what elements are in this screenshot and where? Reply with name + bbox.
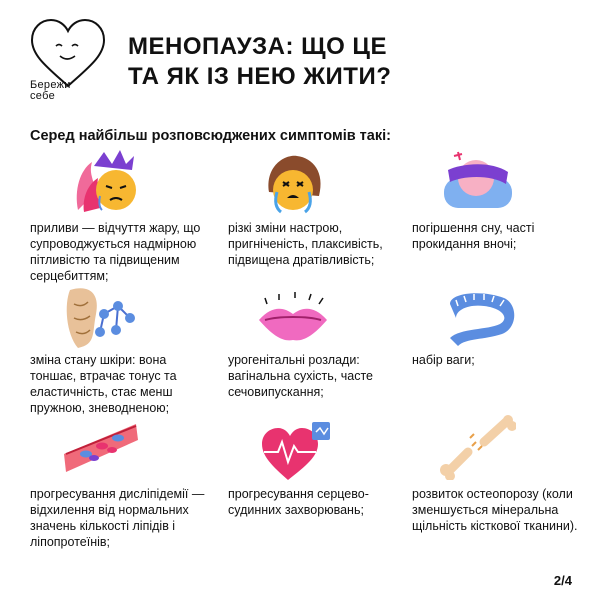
heart-pulse-icon <box>258 418 334 484</box>
hot-flush-face-icon <box>70 150 146 216</box>
measuring-tape-icon <box>444 288 520 354</box>
page-title <box>128 32 548 92</box>
blood-vessel-icon <box>62 414 138 480</box>
intro-heading: Серед найбільш розповсюджених симптомів такі: <box>30 128 391 144</box>
symptom-1-text: приливи — відчуття жару, що супроводжується надмірною пітливістю та підвищеним серцебиттям; <box>30 221 201 283</box>
sleep-mask-icon <box>440 150 516 216</box>
brand-name <box>30 80 71 102</box>
symptom-8-text: прогресування серцево-судинних захворювань; <box>228 487 369 517</box>
skin-molecule-icon <box>60 284 136 350</box>
page-number: 2/4 <box>553 573 572 588</box>
symptom-5-text: урогенітальні розлади: вагінальна сухість, часте сечовипускання; <box>228 353 373 399</box>
symptom-6-text: набір ваги; <box>412 353 475 367</box>
symptom-2-text: різкі зміни настрою, пригніченість, плаксивість, підвищена дратівливість; <box>228 221 383 267</box>
title-line-2: ТА ЯК ІЗ НЕЮ ЖИТИ? <box>128 63 392 90</box>
title-line-1: МЕНОПАУЗА: ЩО ЦЕ <box>128 33 387 60</box>
broken-bone-icon <box>440 414 516 480</box>
crying-face-icon <box>255 152 331 218</box>
symptom-4-text: зміна стану шкіри: вона тоншає, втрачає тонус та еластичність, стає менш пружною, зневодненою; <box>30 353 177 415</box>
symptom-3-text: погіршення сну, часті прокидання вночі; <box>412 221 535 251</box>
symptom-9-text: розвиток остеопорозу (коли зменшується мінеральна щільність кісткової тканини). <box>412 487 578 533</box>
symptom-7-text: прогресування дисліпідемії — відхилення від нормальних значень кількості ліпідів і ліпопротеїнів; <box>30 487 205 549</box>
brand-line-2: себе <box>30 90 55 102</box>
brand-line-1: Бережи <box>30 79 71 91</box>
lips-icon <box>255 290 331 356</box>
